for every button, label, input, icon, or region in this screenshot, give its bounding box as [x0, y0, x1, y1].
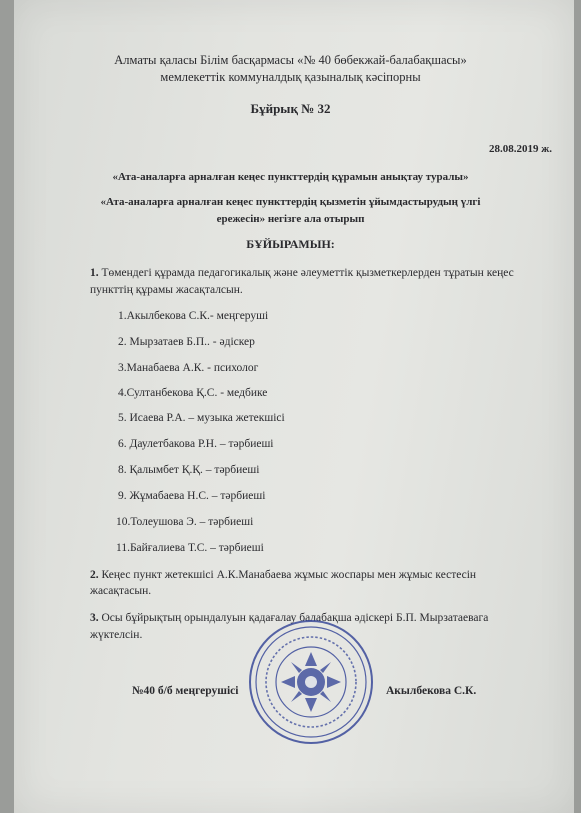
item1-line1 [90, 266, 514, 280]
item3-line2: жүктелсін. [90, 629, 143, 641]
item3-number: 3. [90, 612, 99, 624]
org-name-line1: Алматы қаласы Білім басқармасы «№ 40 бөбекжай-балабақшасы» [114, 53, 467, 67]
item1-text: Төмендегі құрамда педагогикалық және әлеуметтік қызметкерлерден тұратын кеңес [101, 267, 514, 279]
item3-text: Осы бұйрықтың орындалуын қадағалау балабақша әдіскері Б.П. Мырзатаевага [101, 612, 489, 624]
member-list-item: 2. Мырзатаев Б.П.. - әдіскер [118, 336, 255, 348]
member-list-item: 8. Қалымбет Қ.Қ. – тәрбиеші [118, 464, 260, 476]
member-list-item: 1.Акылбекова С.К.- меңгеруші [118, 310, 269, 322]
basis-line1: «Ата-аналарға арналған кеңес пункттердің қызметін ұйымдастырудың үлгі [100, 196, 481, 208]
item1-line2: пункттің құрамы жасақталсын. [90, 284, 243, 296]
official-stamp [247, 618, 375, 746]
order-subject: «Ата-аналарға арналған кеңес пункттердің құрамын анықтау туралы» [112, 171, 469, 183]
member-list-item: 4.Султанбекова Қ.С. - медбике [118, 387, 268, 399]
org-name-line2: мемлекеттік коммуналдық қазыналық кәсіпорны [160, 70, 421, 84]
order-date: 28.08.2019 ж. [489, 143, 552, 155]
item2-number: 2. [90, 569, 99, 581]
item2-line2: жасақтасын. [90, 585, 152, 597]
order-title: Бұйрық № 32 [250, 101, 331, 116]
signature-name: Акылбекова С.К. [386, 685, 477, 697]
member-list-item: 5. Исаева Р.А. – музыка жетекшісі [118, 412, 285, 424]
order-heading: БҰЙЫРАМЫН: [246, 237, 335, 251]
member-list-item: 6. Даулетбакова Р.Н. – тәрбиеші [118, 438, 274, 450]
member-list-item: 9. Жұмабаева Н.С. – тәрбиеші [118, 490, 266, 502]
member-list-item: 11.Байғалиева Т.С. – тәрбиеші [116, 542, 264, 554]
item2-line1 [90, 568, 476, 582]
stamp-emblem-icon [281, 652, 341, 712]
item1-number: 1. [90, 267, 99, 279]
item2-text: Кеңес пункт жетекшісі А.К.Манабаева жұмыс жоспары мен жұмыс кестесін [101, 569, 477, 581]
signature-position: №40 б/б меңгерушісі [132, 685, 239, 697]
basis-line2: ережесін» негізге ала отырып [216, 213, 365, 225]
member-list-item: 10.Толеушова Э. – тәрбиеші [116, 516, 254, 528]
member-list-item: 3.Манабаева А.К. - психолог [118, 362, 259, 374]
